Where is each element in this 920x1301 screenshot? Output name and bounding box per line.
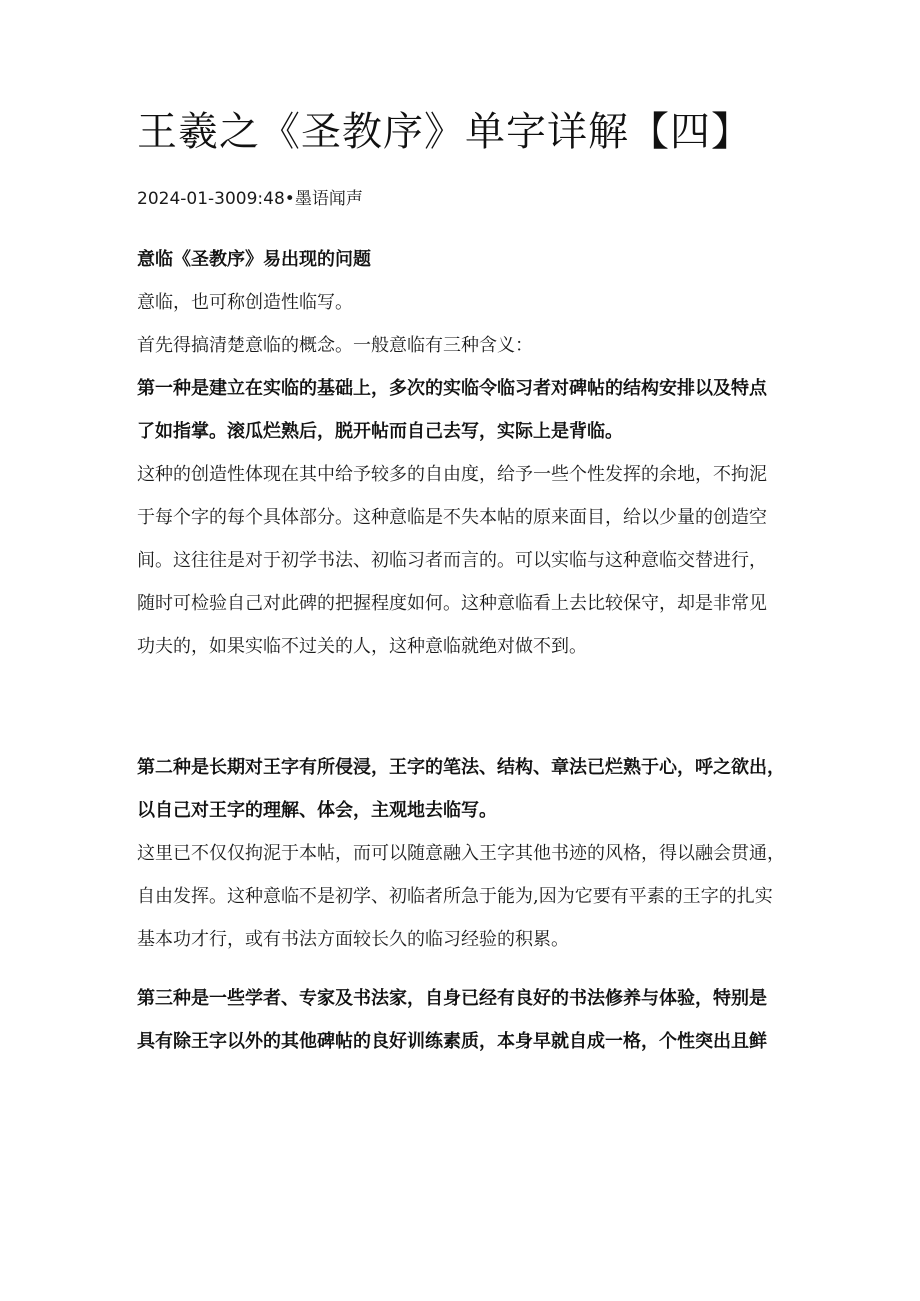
second-meaning-bold-line: 以自己对王字的理解、体会，主观地去临写。 [137,800,497,821]
first-meaning-body-line: 于每个字的每个具体部分。这种意临是不失本帖的原来面目，给以少量的创造空 [137,507,767,528]
first-meaning-body-line: 这种的创造性体现在其中给予较多的自由度，给予一些个性发挥的余地，不拘泥 [137,464,767,485]
third-meaning-bold-line: 具有除王字以外的其他碑帖的良好训练素质，本身早就自成一格，个性突出且鲜 [137,1031,767,1052]
section-heading: 意临《圣教序》易出现的问题 [137,249,371,270]
article-meta: 2024-01-3009:48•墨语闻声 [137,189,363,209]
second-meaning-bold-line: 第二种是长期对王字有所侵浸，王字的笔法、结构、章法已烂熟于心，呼之欲出， [137,757,785,778]
first-meaning-body-line: 随时可检验自己对此碑的把握程度如何。这种意临看上去比较保守，却是非常见 [137,593,767,614]
intro-line: 首先得搞清楚意临的概念。一般意临有三种含义： [137,335,533,356]
first-meaning-body-line: 间。这往往是对于初学书法、初临习者而言的。可以实临与这种意临交替进行， [137,550,767,571]
first-meaning-bold-line: 了如指掌。滚瓜烂熟后，脱开帖而自己去写，实际上是背临。 [137,421,623,442]
third-meaning-bold-line: 第三种是一些学者、专家及书法家，自身已经有良好的书法修养与体验，特别是 [137,988,767,1009]
first-meaning-bold-line: 第一种是建立在实临的基础上，多次的实临令临习者对碑帖的结构安排以及特点 [137,378,767,399]
second-meaning-body-line: 基本功才行，或有书法方面较长久的临习经验的积累。 [137,929,569,950]
first-meaning-body-line: 功夫的，如果实临不过关的人，这种意临就绝对做不到。 [137,636,587,657]
second-meaning-body-line: 这里已不仅仅拘泥于本帖，而可以随意融入王字其他书迹的风格，得以融会贯通， [137,843,785,864]
article-title: 王羲之《圣教序》单字详解【四】 [137,109,752,155]
intro-line: 意临，也可称创造性临写。 [137,292,353,313]
second-meaning-body-line: 自由发挥。这种意临不是初学、初临者所急于能为,因为它要有平素的王字的扎实 [137,886,773,907]
